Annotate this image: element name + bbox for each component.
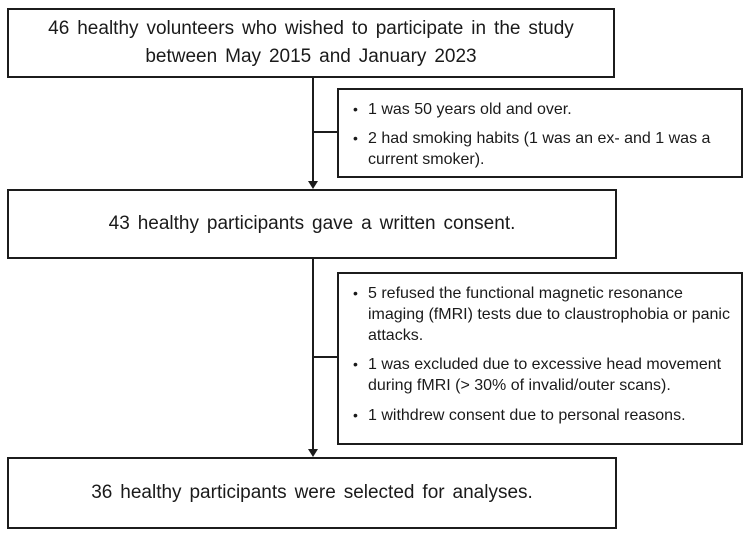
down-arrow-icon	[308, 181, 318, 189]
exclusion-item: • 1 was excluded due to excessive head movement during fMRI (> 30% of invalid/outer scans).	[351, 354, 733, 396]
consented-participants-box	[7, 189, 617, 259]
branch-line-2	[313, 356, 337, 358]
exclusion-box-2	[337, 272, 743, 445]
exclusion-item: • 1 was 50 years old and over.	[351, 99, 733, 120]
enrolled-volunteers-text: 46 healthy volunteers who wished to participate in the study between May 2015 and January 2023	[48, 17, 574, 67]
exclusion-list-1	[351, 99, 733, 170]
analyzed-participants-text: 36 healthy participants were selected for analyses.	[91, 481, 533, 503]
down-arrow-icon	[308, 449, 318, 457]
connector-line-1	[312, 78, 314, 181]
connector-line-2	[312, 259, 314, 449]
exclusion-item: • 5 refused the functional magnetic resonance imaging (fMRI) tests due to claustrophobia or panic attacks.	[351, 283, 733, 346]
exclusion-item: • 1 withdrew consent due to personal reasons.	[351, 405, 733, 426]
exclusion-list-2	[351, 283, 733, 426]
enrolled-volunteers-box	[7, 8, 615, 78]
branch-line-1	[313, 131, 337, 133]
exclusion-box-1	[337, 88, 743, 178]
consented-participants-text: 43 healthy participants gave a written consent.	[108, 212, 516, 234]
analyzed-participants-box	[7, 457, 617, 529]
exclusion-item: • 2 had smoking habits (1 was an ex- and 1 was a current smoker).	[351, 128, 733, 170]
